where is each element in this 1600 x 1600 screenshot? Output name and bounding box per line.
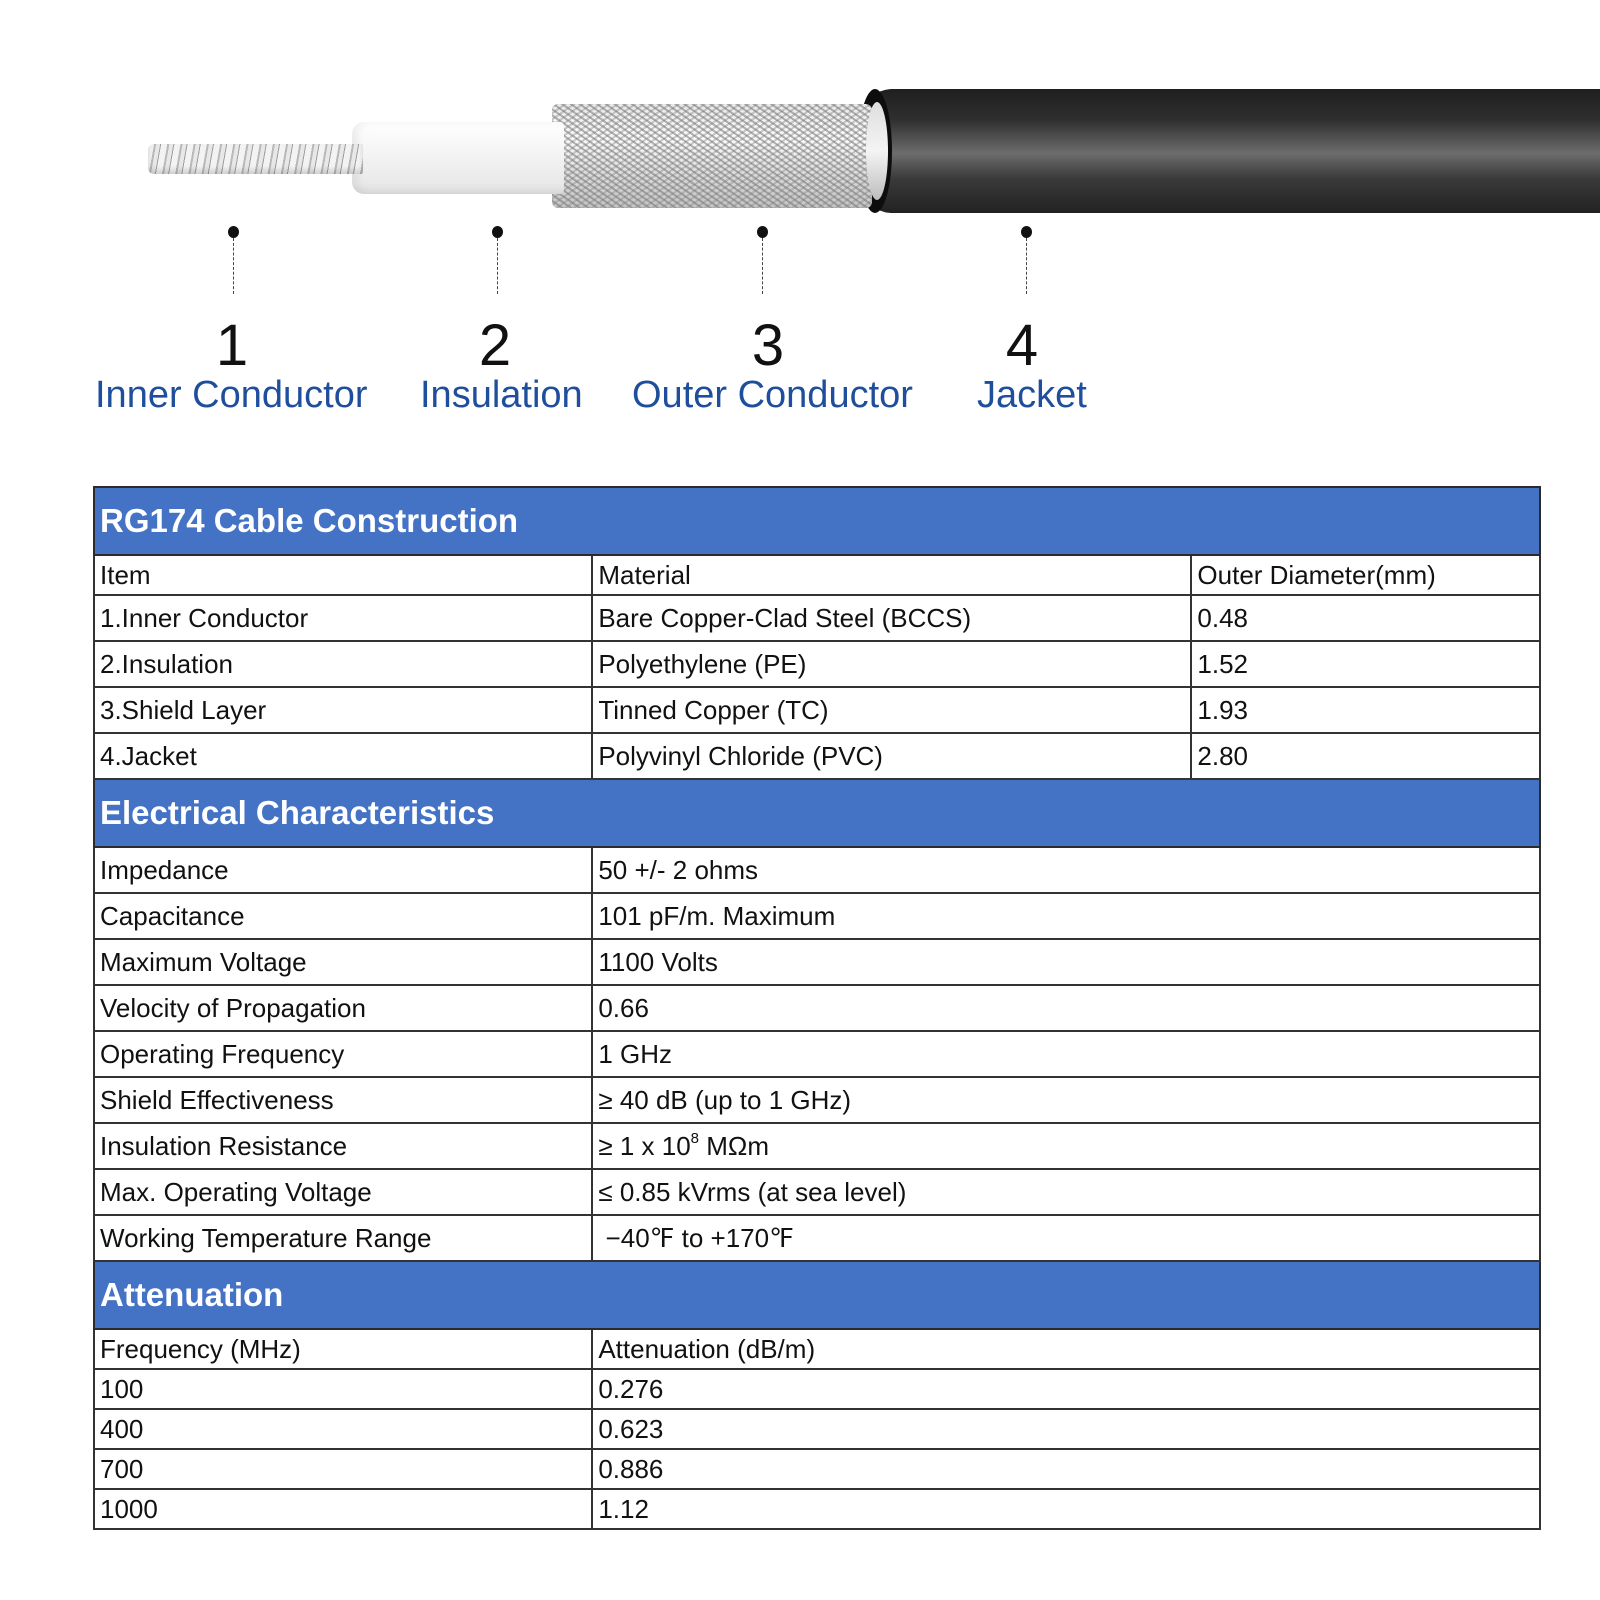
cell-item: 1.Inner Conductor [94,595,592,641]
marker-dot [492,226,503,238]
cell-value: −40℉ to +170℉ [592,1215,1540,1261]
part-number-1: 1 [215,313,249,378]
table-row [94,641,1540,687]
part-label-insulation: Insulation [420,374,583,416]
column-header-attenuation: Attenuation (dB/m) [592,1329,1540,1369]
cable-braided-shield [552,104,872,208]
marker-jacket [1021,226,1033,296]
column-header-diameter: Outer Diameter(mm) [1191,555,1540,595]
table-header-row [94,555,1540,595]
cell-property: Capacitance [94,893,592,939]
column-header-material: Material [592,555,1191,595]
value-unit: MΩm [699,1131,769,1161]
cell-material: Bare Copper-Clad Steel (BCCS) [592,595,1191,641]
value-exponent: 8 [690,1130,699,1147]
table-row [94,1077,1540,1123]
cell-frequency: 1000 [94,1489,592,1529]
cell-attenuation: 0.886 [592,1449,1540,1489]
section-header-electrical [94,779,1540,847]
marker-dot [228,226,239,238]
marker-dashed-line [233,238,234,294]
cell-attenuation: 0.276 [592,1369,1540,1409]
table-header-row [94,1329,1540,1369]
cell-property: Operating Frequency [94,1031,592,1077]
cell-value: 1 GHz [592,1031,1540,1077]
marker-inner-conductor [228,226,240,296]
column-header-frequency: Frequency (MHz) [94,1329,592,1369]
cell-attenuation: 1.12 [592,1489,1540,1529]
table-row [94,595,1540,641]
part-number-2: 2 [478,313,512,378]
marker-dashed-line [1026,238,1027,294]
cell-diameter: 2.80 [1191,733,1540,779]
table-row [94,687,1540,733]
cell-diameter: 1.93 [1191,687,1540,733]
column-header-item: Item [94,555,592,595]
spec-table [93,486,1541,1530]
value-prefix: ≥ 1 x 10 [598,1131,691,1161]
cable-insulation [352,122,564,194]
cell-value: ≤ 0.85 kVrms (at sea level) [592,1169,1540,1215]
marker-dot [757,226,768,238]
cell-frequency: 100 [94,1369,592,1409]
part-label-outer-conductor: Outer Conductor [632,374,913,416]
cell-property: Max. Operating Voltage [94,1169,592,1215]
table-row [94,1123,1540,1169]
cable-jacket [862,89,1600,213]
cell-property: Insulation Resistance [94,1123,592,1169]
table-row [94,847,1540,893]
cell-value: 1100 Volts [592,939,1540,985]
table-row [94,1409,1540,1449]
marker-dot [1021,226,1032,238]
part-label-jacket: Jacket [977,374,1087,416]
cell-attenuation: 0.623 [592,1409,1540,1449]
cell-frequency: 700 [94,1449,592,1489]
table-row [94,1169,1540,1215]
cell-property: Shield Effectiveness [94,1077,592,1123]
cell-value: ≥ 40 dB (up to 1 GHz) [592,1077,1540,1123]
cable-shield-edge [866,102,888,200]
cell-property: Impedance [94,847,592,893]
table-row [94,733,1540,779]
cell-diameter: 0.48 [1191,595,1540,641]
cell-material: Tinned Copper (TC) [592,687,1191,733]
cell-value [592,1123,1540,1169]
marker-outer-conductor [757,226,769,296]
marker-dashed-line [497,238,498,294]
cell-frequency: 400 [94,1409,592,1449]
section-header-attenuation [94,1261,1540,1329]
cell-property: Working Temperature Range [94,1215,592,1261]
cell-value: 50 +/- 2 ohms [592,847,1540,893]
section-title: Electrical Characteristics [94,779,1540,847]
cell-material: Polyethylene (PE) [592,641,1191,687]
cell-item: 2.Insulation [94,641,592,687]
part-number-4: 4 [1005,313,1039,378]
cell-property: Maximum Voltage [94,939,592,985]
table-row [94,939,1540,985]
table-row [94,985,1540,1031]
cell-item: 4.Jacket [94,733,592,779]
part-label-inner-conductor: Inner Conductor [95,374,368,416]
cell-property: Velocity of Propagation [94,985,592,1031]
marker-dashed-line [762,238,763,294]
cell-item: 3.Shield Layer [94,687,592,733]
table-row [94,1489,1540,1529]
cell-material: Polyvinyl Chloride (PVC) [592,733,1191,779]
table-row [94,1215,1540,1261]
cable-illustration [0,0,1600,240]
section-title: Attenuation [94,1261,1540,1329]
table-row [94,1449,1540,1489]
section-header-construction [94,487,1540,555]
table-row [94,893,1540,939]
section-title: RG174 Cable Construction [94,487,1540,555]
cable-inner-conductor [148,144,363,174]
part-number-3: 3 [751,313,785,378]
table-row [94,1031,1540,1077]
table-row [94,1369,1540,1409]
cell-value: 0.66 [592,985,1540,1031]
cell-diameter: 1.52 [1191,641,1540,687]
cell-value: 101 pF/m. Maximum [592,893,1540,939]
marker-insulation [492,226,504,296]
